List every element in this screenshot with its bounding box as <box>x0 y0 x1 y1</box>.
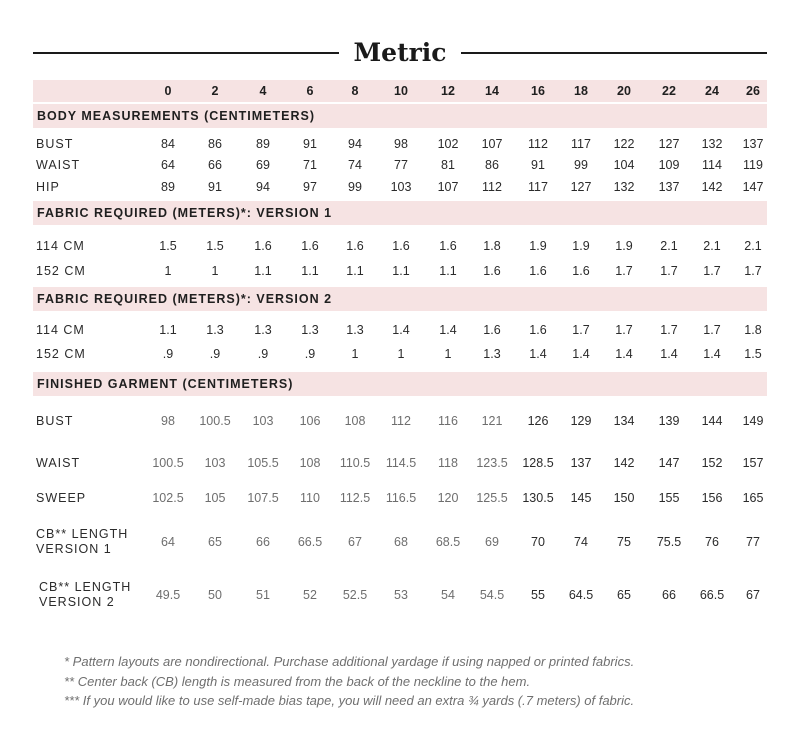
table-cell: 98 <box>161 414 175 428</box>
table-cell: 51 <box>256 588 270 602</box>
size-header-cell: 20 <box>617 84 631 98</box>
table-cell: 1.1 <box>301 264 319 278</box>
table-cell: 66.5 <box>297 535 323 549</box>
table-cell: 53 <box>394 588 408 602</box>
size-header-cell: 2 <box>211 84 219 98</box>
table-cell: 1.7 <box>615 323 633 337</box>
table-cell: 165 <box>742 491 764 505</box>
table-cell: 1.4 <box>660 347 678 361</box>
table-cell: 1.6 <box>392 239 410 253</box>
title-row <box>33 38 767 68</box>
table-cell: 99 <box>574 158 588 172</box>
table-cell: 156 <box>701 491 723 505</box>
table-cell: 98 <box>394 137 408 151</box>
table-cell: 94 <box>256 180 270 194</box>
table-cell: 1.6 <box>439 239 457 253</box>
size-header-cell: 6 <box>306 84 314 98</box>
table-cell: 66 <box>662 588 676 602</box>
table-cell: 103 <box>390 180 412 194</box>
table-cell: 81 <box>441 158 455 172</box>
table-cell: 112 <box>528 137 548 151</box>
table-cell: 64 <box>161 158 175 172</box>
table-cell: 120 <box>437 491 459 505</box>
table-cell: 114 <box>702 158 722 172</box>
table-cell: 77 <box>394 158 408 172</box>
table-cell: 121 <box>481 414 503 428</box>
table-cell: 1.4 <box>572 347 590 361</box>
row-label: BUST <box>36 414 74 428</box>
table-cell: 110.5 <box>339 456 371 470</box>
page-title: Metric <box>33 38 767 68</box>
table-cell: 2.1 <box>744 239 762 253</box>
table-cell: 132 <box>701 137 723 151</box>
table-cell: 1.3 <box>254 323 272 337</box>
table-cell: 1.7 <box>615 264 633 278</box>
table-cell: 89 <box>161 180 175 194</box>
table-cell: 144 <box>701 414 723 428</box>
table-cell: 1.4 <box>439 323 457 337</box>
table-cell: 54.5 <box>479 588 505 602</box>
section-title-v2: FABRIC REQUIRED (METERS)*: VERSION 2 <box>37 292 333 306</box>
table-cell: 1 <box>211 264 219 278</box>
table-cell: 65 <box>617 588 631 602</box>
table-cell: .9 <box>304 347 316 361</box>
table-cell: 108 <box>299 456 321 470</box>
table-cell: 1.6 <box>483 323 501 337</box>
table-cell: 116 <box>438 414 458 428</box>
row-label: 114 CM <box>36 323 85 337</box>
table-cell: 1.3 <box>483 347 501 361</box>
table-cell: 105.5 <box>247 456 279 470</box>
table-cell: 1 <box>164 264 172 278</box>
table-cell: 102 <box>437 137 459 151</box>
table-cell: 145 <box>570 491 592 505</box>
size-header-cell: 8 <box>351 84 359 98</box>
table-cell: 100.5 <box>199 414 231 428</box>
table-cell: 99 <box>348 180 362 194</box>
table-cell: 1.7 <box>660 264 678 278</box>
table-cell: 152 <box>701 456 723 470</box>
table-cell: 112.5 <box>339 491 371 505</box>
table-cell: 142 <box>613 456 635 470</box>
table-cell: 107 <box>481 137 503 151</box>
table-cell: 105 <box>204 491 226 505</box>
table-cell: 157 <box>742 456 764 470</box>
table-cell: 89 <box>256 137 270 151</box>
table-cell: 1.5 <box>744 347 762 361</box>
table-cell: 52 <box>303 588 317 602</box>
table-cell: 68 <box>394 535 408 549</box>
table-cell: 1.7 <box>703 323 721 337</box>
table-cell: 91 <box>303 137 317 151</box>
table-cell: 110 <box>300 491 320 505</box>
table-cell: 1.7 <box>703 264 721 278</box>
row-label: CB** LENGTH <box>39 580 132 594</box>
table-cell: 103 <box>204 456 226 470</box>
table-cell: 1.4 <box>615 347 633 361</box>
table-cell: 119 <box>743 158 763 172</box>
table-cell: 1.4 <box>703 347 721 361</box>
row-label: 152 CM <box>36 264 86 278</box>
size-header-cell: 0 <box>164 84 172 98</box>
footnotes <box>64 652 634 711</box>
table-cell: 125.5 <box>476 491 508 505</box>
table-cell: 1.7 <box>660 323 678 337</box>
table-cell: 134 <box>613 414 635 428</box>
row-label-line2: VERSION 1 <box>36 542 112 556</box>
table-cell: 150 <box>613 491 635 505</box>
table-cell: 1 <box>397 347 405 361</box>
table-cell: 127 <box>570 180 592 194</box>
table-cell: 1.1 <box>254 264 272 278</box>
table-cell: 76 <box>705 535 719 549</box>
table-cell: 1.8 <box>483 239 501 253</box>
table-cell: 1.8 <box>744 323 762 337</box>
table-cell: 69 <box>256 158 270 172</box>
table-cell: 74 <box>348 158 362 172</box>
table-cell: 1.3 <box>301 323 319 337</box>
size-header-cell: 12 <box>441 84 455 98</box>
table-cell: 139 <box>658 414 680 428</box>
table-cell: 142 <box>701 180 723 194</box>
table-cell: 137 <box>570 456 592 470</box>
table-cell: 117 <box>571 137 591 151</box>
table-cell: 102.5 <box>152 491 184 505</box>
table-cell: 71 <box>303 158 317 172</box>
table-cell: 2.1 <box>660 239 678 253</box>
table-cell: 1.9 <box>615 239 633 253</box>
table-cell: 116.5 <box>385 491 417 505</box>
table-cell: 86 <box>485 158 499 172</box>
section-title-finished: FINISHED GARMENT (CENTIMETERS) <box>37 377 294 391</box>
table-cell: 75 <box>617 535 631 549</box>
table-cell: 137 <box>658 180 680 194</box>
table-cell: 1.6 <box>254 239 272 253</box>
table-cell: 1 <box>444 347 452 361</box>
section-title-body: BODY MEASUREMENTS (CENTIMETERS) <box>37 109 316 123</box>
table-cell: 1 <box>351 347 359 361</box>
table-cell: 114.5 <box>385 456 417 470</box>
table-cell: 107 <box>437 180 459 194</box>
size-header-cell: 26 <box>746 84 760 98</box>
table-cell: 1.3 <box>206 323 224 337</box>
table-cell: 100.5 <box>152 456 184 470</box>
table-cell: 77 <box>746 535 760 549</box>
table-cell: 109 <box>658 158 680 172</box>
table-cell: .9 <box>257 347 269 361</box>
table-cell: 155 <box>658 491 680 505</box>
table-cell: 147 <box>742 180 764 194</box>
table-cell: 66 <box>208 158 222 172</box>
table-cell: 2.1 <box>703 239 721 253</box>
table-cell: 108 <box>344 414 366 428</box>
row-label: CB** LENGTH <box>36 527 129 541</box>
table-cell: 55 <box>531 588 545 602</box>
row-label: HIP <box>36 180 60 194</box>
table-cell: 1.4 <box>529 347 547 361</box>
table-cell: 128.5 <box>522 456 554 470</box>
table-cell: 52.5 <box>342 588 368 602</box>
footnote-3: *** If you would like to use self-made bias tape, you will need an extra ¾ yards (.7 meters) of fabric. <box>64 693 635 708</box>
table-cell: 50 <box>208 588 222 602</box>
table-cell: 64 <box>161 535 175 549</box>
table-cell: 91 <box>531 158 545 172</box>
table-cell: 69 <box>485 535 499 549</box>
size-header-cell: 16 <box>531 84 545 98</box>
table-cell: 1.9 <box>529 239 547 253</box>
table-cell: 129 <box>570 414 592 428</box>
row-label: WAIST <box>36 158 81 172</box>
table-cell: 94 <box>348 137 362 151</box>
table-cell: 70 <box>531 535 545 549</box>
size-header-cell: 14 <box>485 84 499 98</box>
size-header-cell: 4 <box>259 84 267 98</box>
row-label: BUST <box>36 137 74 151</box>
table-cell: 1.3 <box>346 323 364 337</box>
table-cell: 127 <box>658 137 680 151</box>
table-cell: 118 <box>438 456 458 470</box>
table-cell: 123.5 <box>476 456 508 470</box>
table-cell: 1.7 <box>572 323 590 337</box>
table-cell: 1.7 <box>744 264 762 278</box>
row-label: WAIST <box>36 456 81 470</box>
table-cell: 1.6 <box>483 264 501 278</box>
table-cell: 91 <box>208 180 222 194</box>
footnote-2: ** Center back (CB) length is measured from the back of the neckline to the hem. <box>64 673 531 689</box>
table-cell: 54 <box>441 588 455 602</box>
table-cell: 122 <box>613 137 635 151</box>
table-cell: 74 <box>574 535 588 549</box>
table-cell: 86 <box>208 137 222 151</box>
table-cell: 1.5 <box>159 239 177 253</box>
size-header-cell: 24 <box>705 84 719 98</box>
table-cell: 137 <box>742 137 764 151</box>
table-cell: 1.1 <box>159 323 177 337</box>
table-cell: 130.5 <box>522 491 554 505</box>
table-cell: 97 <box>303 180 317 194</box>
table-cell: 117 <box>528 180 548 194</box>
table-cell: 149 <box>742 414 764 428</box>
table-cell: 107.5 <box>247 491 279 505</box>
table-cell: 67 <box>746 588 760 602</box>
table-cell: 106 <box>299 414 321 428</box>
section-title-v1: FABRIC REQUIRED (METERS)*: VERSION 1 <box>37 206 333 220</box>
table-cell: 126 <box>527 414 549 428</box>
row-label: 152 CM <box>36 347 86 361</box>
table-cell: 49.5 <box>155 588 181 602</box>
size-header-cell: 10 <box>394 84 408 98</box>
table-cell: 132 <box>613 180 635 194</box>
table-cell: 1.4 <box>392 323 410 337</box>
table-cell: 112 <box>482 180 502 194</box>
table-cell: 112 <box>391 414 411 428</box>
table-cell: 65 <box>208 535 222 549</box>
table-cell: 75.5 <box>656 535 682 549</box>
table-cell: 1.1 <box>392 264 410 278</box>
row-label: SWEEP <box>36 491 87 505</box>
table-cell: 66 <box>256 535 270 549</box>
table-cell: 1.5 <box>206 239 224 253</box>
table-cell: 1.6 <box>346 239 364 253</box>
table-cell: 104 <box>613 158 635 172</box>
row-label: 114 CM <box>36 239 85 253</box>
table-cell: 1.1 <box>439 264 457 278</box>
size-header-cell: 22 <box>662 84 676 98</box>
footnote-1: * Pattern layouts are nondirectional. Purchase additional yardage if using napped or printed fabrics. <box>64 654 635 669</box>
table-cell: 1.6 <box>572 264 590 278</box>
table-cell: .9 <box>209 347 221 361</box>
table-cell: .9 <box>162 347 174 361</box>
table-cell: 64.5 <box>568 588 594 602</box>
table-cell: 84 <box>161 137 175 151</box>
table-cell: 103 <box>252 414 274 428</box>
table-cell: 68.5 <box>435 535 461 549</box>
table-cell: 1.6 <box>301 239 319 253</box>
table-cell: 1.9 <box>572 239 590 253</box>
table-cell: 1.1 <box>346 264 364 278</box>
size-header-cell: 18 <box>574 84 588 98</box>
table-cell: 1.6 <box>529 264 547 278</box>
row-label-line2: VERSION 2 <box>39 595 115 609</box>
table-cell: 147 <box>658 456 680 470</box>
table-cell: 1.6 <box>529 323 547 337</box>
table-cell: 67 <box>348 535 362 549</box>
table-cell: 66.5 <box>699 588 725 602</box>
